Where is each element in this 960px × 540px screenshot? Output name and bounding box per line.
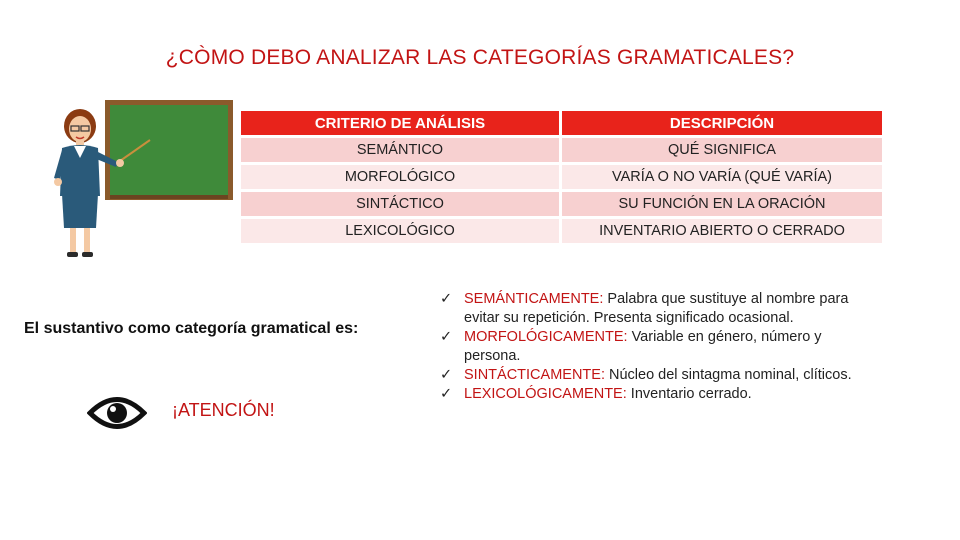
header-descripcion: DESCRIPCIÓN xyxy=(559,111,882,135)
table-row xyxy=(241,165,882,189)
bullet-text: Palabra que sustituye al nombre para evitar su repetición. Presenta significado ocasional. xyxy=(464,291,849,326)
sustantivo-prompt: El sustantivo como categoría gramatical es: xyxy=(24,320,359,337)
header-criterio: CRITERIO DE ANÁLISIS xyxy=(241,111,559,135)
list-item xyxy=(440,290,880,328)
bullet-keyword: LEXICOLÓGICAMENTE: xyxy=(464,386,627,402)
eye-icon xyxy=(87,392,147,434)
table-cell: MORFOLÓGICO xyxy=(241,165,559,189)
atencion-label: ¡ATENCIÓN! xyxy=(172,400,275,420)
table-row xyxy=(241,219,882,243)
bullet-keyword: SINTÁCTICAMENTE: xyxy=(464,367,605,383)
table-header-row xyxy=(241,111,882,135)
table-cell: INVENTARIO ABIERTO O CERRADO xyxy=(559,219,882,243)
table-row xyxy=(241,138,882,162)
page-title: ¿CÒMO DEBO ANALIZAR LAS CATEGORÍAS GRAMATICALES? xyxy=(165,46,795,69)
table-cell: SINTÁCTICO xyxy=(241,192,559,216)
bullet-text: Variable en género, número y persona. xyxy=(464,329,822,364)
table-cell: SEMÁNTICO xyxy=(241,138,559,162)
check-icon: ✓ xyxy=(440,329,453,345)
bullet-text: Inventario cerrado. xyxy=(626,386,752,402)
list-item xyxy=(440,328,880,366)
check-icon: ✓ xyxy=(440,367,453,383)
table-cell: QUÉ SIGNIFICA xyxy=(559,138,882,162)
chalkboard xyxy=(110,105,228,195)
bullet-keyword: MORFOLÓGICAMENTE: xyxy=(464,329,628,345)
criteria-table xyxy=(241,108,882,246)
table-cell: VARÍA O NO VARÍA (QUÉ VARÍA) xyxy=(559,165,882,189)
check-icon: ✓ xyxy=(440,386,453,402)
table-cell: SU FUNCIÓN EN LA ORACIÓN xyxy=(559,192,882,216)
bullet-keyword: SEMÁNTICAMENTE: xyxy=(464,291,604,307)
bullet-text: Núcleo del sintagma nominal, clíticos. xyxy=(604,367,852,383)
teacher-illustration xyxy=(40,96,240,266)
list-item xyxy=(440,385,880,404)
list-item xyxy=(440,366,880,385)
definition-list xyxy=(440,290,880,404)
table-cell: LEXICOLÓGICO xyxy=(241,219,559,243)
table-row xyxy=(241,192,882,216)
check-icon: ✓ xyxy=(440,291,453,307)
